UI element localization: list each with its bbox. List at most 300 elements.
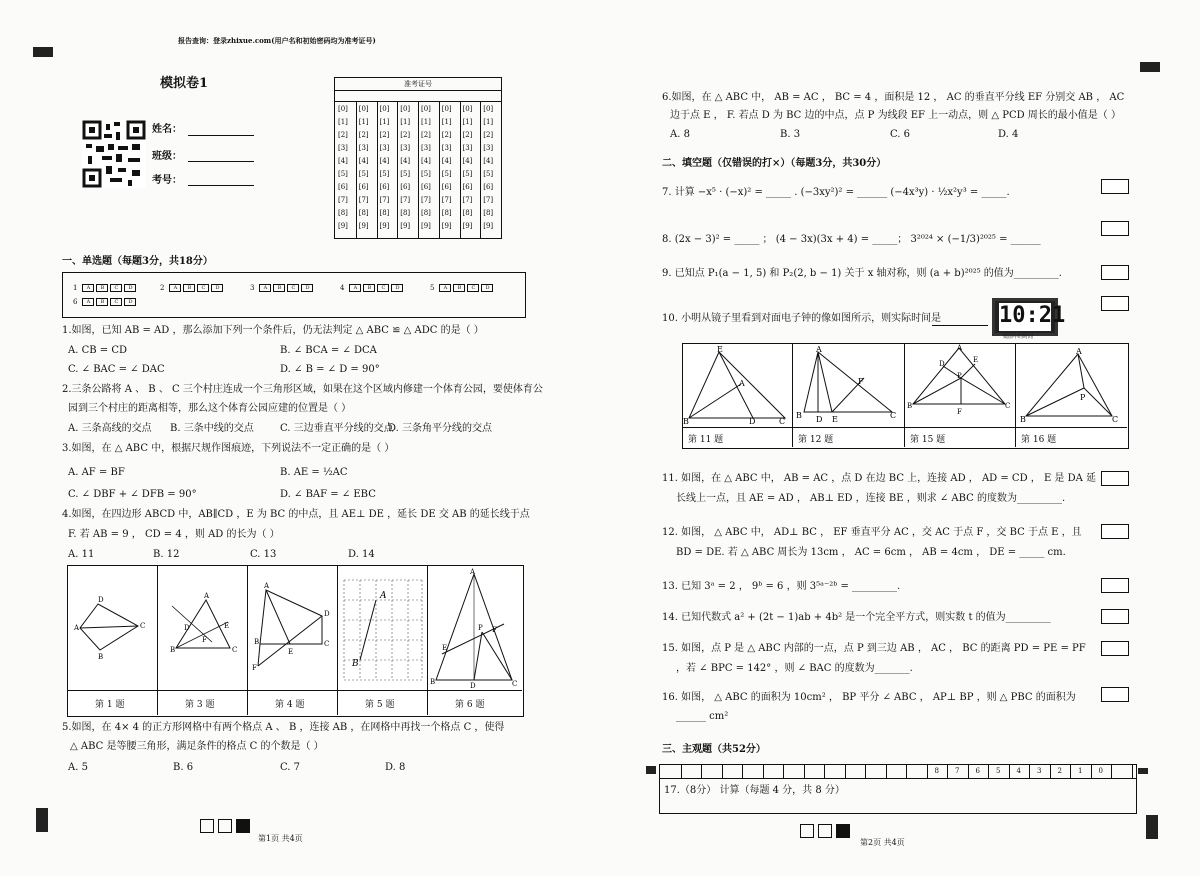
figure-q15 [905,344,1015,426]
q4-option-c: C. 13 [250,549,277,560]
id-digit-bubble[interactable]: [1] [441,118,452,126]
q4-option-a: A. 11 [68,549,95,560]
answer-bubble[interactable]: D [391,284,403,292]
id-digit-bubble[interactable]: [2] [400,131,411,139]
figure-q6 [428,566,521,690]
q6-stem-line1: 6.如图，在 △ ABC 中， AB = AC ， BC = 4 ，面积是 12 ， AC 的垂直平分线 EF 分别交 AB ， AC [662,92,1125,103]
svg-text:F: F [492,626,497,634]
svg-text:C: C [324,640,330,648]
id-digit-bubble[interactable]: [0] [441,105,452,113]
svg-text:D: D [98,596,104,604]
score-cell[interactable] [742,765,764,778]
q5-option-c: C. 7 [280,762,301,773]
q10-answer-line[interactable] [932,325,988,326]
admission-id-column[interactable] [480,102,501,238]
checkbox-icon [200,819,214,833]
score-cell[interactable]: 3 [1029,765,1051,778]
q9-text: 9. 已知点 P₁(a − 1, 5) 和 P₂(2, b − 1) 关于 x 轴对称，则 (a + b)²⁰²⁵ 的值为_________. [662,268,1062,279]
id-digit-bubble[interactable]: [5] [441,170,452,178]
id-digit-bubble[interactable]: [4] [379,157,390,165]
id-digit-bubble[interactable]: [0] [421,105,431,113]
id-digit-bubble[interactable]: [4] [338,157,348,165]
q2-option-d: D. 三条角平分线的交点 [388,423,493,434]
answer-bubble[interactable]: B [273,284,285,292]
score-cell[interactable] [701,765,723,778]
id-digit-bubble[interactable]: [6] [338,183,348,191]
page1-number: 第1页 共4页 [258,834,303,843]
id-digit-bubble[interactable]: [7] [379,196,390,204]
q7-mark-box[interactable] [1101,179,1129,194]
answer-row-2[interactable] [160,284,223,292]
id-digit-bubble[interactable]: [7] [421,196,431,204]
q10-mark-box[interactable] [1101,296,1129,311]
q2-option-a: A. 三条高线的交点 [68,423,152,434]
figure-q12 [792,344,904,426]
figure-q5-grid [338,566,427,690]
registration-mark [36,808,48,832]
svg-text:P: P [957,372,962,380]
id-digit-bubble[interactable]: [0] [462,105,473,113]
id-digit-bubble[interactable]: [0] [358,105,369,113]
q15-stem-line1: 15. 如图，点 P 是 △ ABC 内部的一点，点 P 到三边 AB ， AC ， BC 的距离 PD = PE = PF [662,643,1086,654]
id-digit-bubble[interactable]: [6] [421,183,431,191]
q10-text: 10. 小明从镜子里看到对面电子钟的像如图所示，则实际时间是 [662,313,942,324]
q5-option-a: A. 5 [68,762,88,773]
score-cell[interactable]: 5 [988,765,1010,778]
q17-score-box [659,764,1137,814]
q9-mark-box[interactable] [1101,265,1129,280]
admission-id-column[interactable] [356,102,378,238]
answer-bubble[interactable]: A [439,284,451,292]
answer-row-3[interactable] [250,284,313,292]
id-digit-bubble[interactable]: [8] [358,209,369,217]
svg-text:P: P [478,624,483,632]
answer-row-1[interactable] [73,284,136,292]
q2-stem-line1: 2.三条公路将 A 、 B 、 C 三个村庄连成一个三角形区域，如果在这个区域内修建一个体育公园，要使体育公 [62,384,543,395]
id-digit-bubble[interactable]: [5] [338,170,348,178]
id-digit-bubble[interactable]: [1] [462,118,473,126]
svg-text:D: D [470,682,476,690]
q16-stem-line1: 16. 如图， △ ABC 的面积为 10cm² ， BP 平分 ∠ ABC ， AP⊥ BP ，则 △ PBC 的面积为 [662,692,1076,703]
checkbox-icon [818,824,832,838]
id-digit-bubble[interactable]: [1] [379,118,390,126]
figure-caption: 第 1 题 [95,700,125,710]
id-digit-bubble[interactable]: [9] [358,222,369,230]
svg-text:C: C [1005,402,1011,410]
id-digit-bubble[interactable]: [9] [483,222,494,230]
q13-mark-box[interactable] [1101,578,1129,593]
page2-number: 第2页 共4页 [860,838,905,847]
figure-q1 [68,566,157,690]
answer-bubble[interactable]: A [169,284,181,292]
svg-text:F: F [957,408,962,416]
exam-number-label: 考号： [152,175,182,186]
q7-text: 7. 计算 −x⁵ · (−x)² = _____ . (−3xy²)² = ______ (−4x³y) · ½x²y³ = _____. [662,187,1010,198]
svg-text:B: B [1020,415,1026,424]
q6-option-d: D. 4 [998,129,1019,140]
score-cell[interactable]: 0 [1091,765,1113,778]
svg-text:B: B [352,659,359,669]
q14-mark-box[interactable] [1101,609,1129,624]
svg-text:A: A [739,379,745,388]
q1-option-a: A. CB = CD [68,345,127,356]
q5-stem-line1: 5.如图，在 4× 4 的正方形网格中有两个格点 A 、 B ，连接 AB ，在网格中再找一个格点 C ，使得 [62,722,505,733]
id-digit-bubble[interactable]: [5] [421,170,431,178]
svg-text:C: C [890,411,897,420]
figure-caption: 第 5 题 [365,700,395,710]
answer-bubble[interactable]: A [82,284,94,292]
score-cell[interactable] [681,765,703,778]
id-digit-bubble[interactable]: [7] [338,196,348,204]
q4-stem-line1: 4.如图，在四边形 ABCD 中，AB∥CD ，E 为 BC 的中点，且 AE⊥ DE ，延长 DE 交 AB 的延长线于点 [62,509,530,520]
figure-divider [427,565,428,715]
id-digit-bubble[interactable]: [7] [400,196,411,204]
score-cell[interactable] [1111,765,1133,778]
answer-bubble[interactable]: C [110,298,122,306]
svg-text:A: A [204,592,210,600]
score-cell[interactable] [845,765,867,778]
figure-divider [337,565,338,715]
id-digit-bubble[interactable]: [2] [441,131,452,139]
answer-bubble[interactable]: D [124,298,136,306]
q12-stem-line1: 12. 如图， △ ABC 中， AD⊥ BC ， EF 垂直平分 AC ，交 AC 于点 F ，交 BC 于点 E ，且 [662,527,1082,538]
name-field[interactable] [188,135,254,136]
q14-text: 14. 已知代数式 a² + (2t − 1)ab + 4b² 是一个完全平方式，则实数 t 的值为_________ [662,612,1051,623]
id-digit-bubble[interactable]: [8] [462,209,473,217]
svg-text:A: A [1076,347,1082,356]
answer-bubble[interactable]: C [197,284,209,292]
answer-bubble[interactable]: A [82,298,94,306]
score-cell[interactable] [824,765,846,778]
exam-title: 模拟卷1 [160,76,209,91]
answer-row-4[interactable] [340,284,403,292]
mirror-clock-caption: 镜前中的时间 [1003,334,1034,340]
id-digit-bubble[interactable]: [4] [358,157,369,165]
svg-text:B: B [430,678,436,686]
q16-stem-line2: ______ cm² [676,711,729,722]
id-digit-bubble[interactable]: [7] [441,196,452,204]
q16-mark-box[interactable] [1101,687,1129,702]
svg-text:A: A [816,345,822,354]
id-digit-bubble[interactable]: [7] [483,196,494,204]
admission-id-column[interactable] [439,102,461,238]
id-digit-bubble[interactable]: [1] [358,118,369,126]
answer-bubble[interactable]: D [211,284,223,292]
svg-text:B: B [98,653,104,661]
registration-mark [1146,815,1158,839]
registration-mark [1140,62,1160,72]
id-digit-bubble[interactable]: [4] [400,157,411,165]
svg-text:C: C [779,417,786,426]
mirror-clock-digits: 10:21 [999,303,1051,331]
score-cell[interactable]: 4 [1009,765,1031,778]
id-digit-bubble[interactable]: [9] [421,222,431,230]
svg-text:B: B [683,417,689,426]
answer-bubble[interactable]: D [481,284,493,292]
score-cell[interactable]: 6 [968,765,990,778]
q2-option-c: C. 三边垂直平分线的交点 [280,423,394,434]
answer-bubble[interactable]: D [301,284,313,292]
figure-caption: 第 15 题 [910,435,946,445]
answer-bubble[interactable]: C [377,284,389,292]
svg-text:A: A [264,582,270,590]
figure-caption: 第 6 题 [455,700,485,710]
registration-mark [1138,768,1148,774]
svg-text:E: E [288,648,294,656]
answer-bubble[interactable]: B [363,284,375,292]
id-digit-bubble[interactable]: [3] [379,144,390,152]
id-digit-bubble[interactable]: [6] [400,183,411,191]
admission-id-column[interactable] [397,102,419,238]
id-digit-bubble[interactable]: [9] [441,222,452,230]
svg-text:B: B [170,646,176,654]
q8-text: 8. (2x − 3)² = _____ ； (4 − 3x)(3x + 4) = _____； 3²⁰²⁴ × (−1/3)²⁰²⁵ = ______ [662,234,1041,245]
id-digit-bubble[interactable]: [2] [338,131,348,139]
q3-stem: 3.如图，在 △ ABC 中，根据尺规作图痕迹，下列说法不一定正确的是（ ） [62,443,395,454]
id-digit-bubble[interactable]: [9] [462,222,473,230]
figure-divider [1015,343,1016,447]
id-digit-bubble[interactable]: [1] [400,118,411,126]
header-notice: 报告查询：登录zhixue.com(用户名和初始密码均为准考证号) [178,36,376,45]
score-cell[interactable]: 8 [927,765,949,778]
svg-text:F: F [858,377,864,386]
admission-id-title: 准考证号 [335,78,501,91]
id-digit-bubble[interactable]: [5] [400,170,411,178]
svg-text:E: E [832,415,838,424]
id-digit-bubble[interactable]: [6] [358,183,369,191]
score-cell[interactable] [906,765,928,778]
admission-id-entry-row [335,91,501,102]
answer-row-6[interactable] [73,298,136,306]
score-cell[interactable]: 7 [947,765,969,778]
id-digit-bubble[interactable]: [8] [400,209,411,217]
svg-text:E: E [224,622,230,630]
answer-row-number: 4 [340,284,345,292]
figure-caption: 第 3 题 [185,700,215,710]
answer-bubble[interactable]: C [467,284,479,292]
figure-caption-divider [67,690,522,691]
admission-id-box [334,77,502,239]
id-digit-bubble[interactable]: [3] [483,144,494,152]
answer-row-number: 1 [73,284,78,292]
figure-q4 [248,566,337,690]
svg-text:A: A [957,344,963,352]
svg-text:E: E [973,356,979,364]
svg-text:D: D [816,415,823,424]
answer-row-number: 6 [73,298,78,306]
figure-q11 [683,344,791,426]
score-cell[interactable] [783,765,805,778]
q4-option-d: D. 14 [348,549,375,560]
q6-option-b: B. 3 [780,129,801,140]
q15-mark-box[interactable] [1101,641,1129,656]
q1-option-c: C. ∠ BAC = ∠ DAC [68,364,165,375]
svg-text:C: C [512,680,518,688]
section-3-title: 三、主观题（共52分） [662,744,766,755]
answer-row-number: 3 [250,284,255,292]
q5-option-d: D. 8 [385,762,406,773]
id-digit-bubble[interactable]: [9] [400,222,411,230]
id-digit-bubble[interactable]: [3] [400,144,411,152]
id-digit-bubble[interactable]: [7] [358,196,369,204]
id-digit-bubble[interactable]: [4] [483,157,494,165]
id-digit-bubble[interactable]: [9] [379,222,390,230]
id-digit-bubble[interactable]: [8] [338,209,348,217]
q6-option-a: A. 8 [670,129,690,140]
figure-divider [904,343,905,447]
score-cell[interactable] [865,765,887,778]
id-digit-bubble[interactable]: [3] [421,144,431,152]
figure-divider [792,343,793,447]
svg-text:E: E [717,345,723,354]
score-cell[interactable] [660,765,682,778]
id-digit-bubble[interactable]: [5] [379,170,390,178]
q4-option-b: B. 12 [153,549,180,560]
id-digit-bubble[interactable]: [8] [441,209,452,217]
answer-sheet-box [62,272,526,318]
score-row[interactable] [660,765,1136,779]
svg-text:D: D [184,624,190,632]
figure-caption: 第 16 题 [1021,435,1057,445]
filled-square-icon [836,824,850,838]
id-digit-bubble[interactable]: [3] [338,144,348,152]
answer-bubble[interactable]: D [124,284,136,292]
score-cell[interactable] [886,765,908,778]
svg-text:E: E [442,644,448,652]
svg-text:B: B [907,402,913,410]
exam-number-field[interactable] [188,185,254,186]
figure-caption: 第 12 题 [798,435,834,445]
id-digit-bubble[interactable]: [9] [338,222,348,230]
q2-option-b: B. 三条中线的交点 [170,423,254,434]
id-digit-bubble[interactable]: [0] [400,105,411,113]
svg-text:F: F [202,636,207,644]
id-digit-bubble[interactable]: [4] [421,157,431,165]
svg-text:A: A [470,568,476,576]
id-digit-bubble[interactable]: [0] [379,105,390,113]
q11-stem-line2: 长线上一点，且 AE = AD ， AB⊥ ED ，连接 BE ，则求 ∠ ABC 的度数为_________. [676,493,1066,504]
q12-mark-box[interactable] [1101,524,1129,539]
q12-stem-line2: BD = DE. 若 △ ABC 周长为 13cm ， AC = 6cm ， AB = 4cm ， DE = _____ cm. [676,547,1066,558]
figure-divider [247,565,248,715]
figure-q16 [1016,344,1126,426]
answer-bubble[interactable]: B [96,284,108,292]
id-digit-bubble[interactable]: [4] [462,157,473,165]
q5-option-b: B. 6 [173,762,194,773]
answer-bubble[interactable]: B [183,284,195,292]
svg-text:F: F [252,664,257,672]
id-digit-bubble[interactable]: [2] [379,131,390,139]
id-digit-bubble[interactable]: [2] [483,131,494,139]
q3-option-c: C. ∠ DBF + ∠ DFB = 90° [68,489,197,500]
svg-text:D: D [749,417,756,426]
q5-stem-line2: △ ABC 是等腰三角形，满足条件的格点 C 的个数是（ ） [70,741,324,752]
q4-stem-line2: F. 若 AB = 9 ， CD = 4 ，则 AD 的长为（ ） [68,529,280,540]
name-label: 姓名： [152,124,182,135]
id-digit-bubble[interactable]: [5] [462,170,473,178]
registration-mark [646,766,656,774]
figure-q3 [158,566,247,690]
score-cell[interactable] [722,765,744,778]
q6-stem-line2: 边于点 E ， F. 若点 D 为 BC 边的中点，点 P 为线段 EF 上一动点，则 △ PCD 周长的最小值是（ ） [670,110,1121,121]
id-digit-bubble[interactable]: [8] [421,209,431,217]
answer-bubble[interactable]: B [453,284,465,292]
admission-id-column[interactable] [460,102,482,238]
admission-id-column[interactable] [418,102,440,238]
id-digit-bubble[interactable]: [0] [338,105,348,113]
page1-footer-marks [200,815,254,834]
id-digit-bubble[interactable]: [3] [441,144,452,152]
id-digit-bubble[interactable]: [6] [441,183,452,191]
id-digit-bubble[interactable]: [6] [379,183,390,191]
class-label: 班级： [152,151,182,162]
id-digit-bubble[interactable]: [1] [421,118,431,126]
admission-id-column[interactable] [377,102,399,238]
id-digit-bubble[interactable]: [8] [379,209,390,217]
section-1-title: 一、单选题（每题3分，共18分） [62,256,213,267]
answer-bubble[interactable]: A [259,284,271,292]
figure-divider [157,565,158,715]
id-digit-bubble[interactable]: [3] [358,144,369,152]
admission-id-columns[interactable] [335,102,501,238]
admission-id-column[interactable] [335,102,357,238]
q11-mark-box[interactable] [1101,471,1129,486]
q6-option-c: C. 6 [890,129,911,140]
svg-text:A: A [74,624,80,632]
figure-caption-divider [682,427,1127,428]
id-digit-bubble[interactable]: [6] [462,183,473,191]
q1-option-d: D. ∠ B = ∠ D = 90° [280,364,380,375]
id-digit-bubble[interactable]: [3] [462,144,473,152]
answer-bubble[interactable]: C [287,284,299,292]
id-digit-bubble[interactable]: [5] [358,170,369,178]
answer-row-number: 2 [160,284,165,292]
id-digit-bubble[interactable]: [2] [421,131,431,139]
id-digit-bubble[interactable]: [2] [358,131,369,139]
score-cell[interactable]: 1 [1070,765,1092,778]
id-digit-bubble[interactable]: [0] [483,105,494,113]
id-digit-bubble[interactable]: [8] [483,209,494,217]
svg-text:C: C [1112,415,1119,424]
q11-stem-line1: 11. 如图，在 △ ABC 中， AB = AC ，点 D 在边 BC 上，连接 AD ， AD = CD ， E 是 DA 延 [662,473,1097,484]
id-digit-bubble[interactable]: [5] [483,170,494,178]
figure-caption: 第 4 题 [275,700,305,710]
id-digit-bubble[interactable]: [6] [483,183,494,191]
id-digit-bubble[interactable]: [2] [462,131,473,139]
svg-text:D: D [939,360,945,368]
svg-text:A: A [380,591,387,601]
answer-row-5[interactable] [430,284,493,292]
answer-bubble[interactable]: B [96,298,108,306]
id-digit-bubble[interactable]: [1] [338,118,348,126]
svg-text:D: D [324,610,330,618]
score-cell[interactable] [763,765,785,778]
id-digit-bubble[interactable]: [1] [483,118,494,126]
id-digit-bubble[interactable]: [4] [441,157,452,165]
id-digit-bubble[interactable]: [7] [462,196,473,204]
score-cell[interactable] [804,765,826,778]
score-cell[interactable]: 2 [1050,765,1072,778]
q8-mark-box[interactable] [1101,221,1129,236]
checkbox-icon [800,824,814,838]
q1-option-b: B. ∠ BCA = ∠ DCA [280,345,377,356]
answer-bubble[interactable]: C [110,284,122,292]
answer-bubble[interactable]: A [349,284,361,292]
svg-text:C: C [140,622,146,630]
section-2-title: 二、填空题（仅错误的打×）（每题3分，共30分） [662,158,887,169]
class-field[interactable] [188,161,254,162]
answer-row-number: 5 [430,284,435,292]
